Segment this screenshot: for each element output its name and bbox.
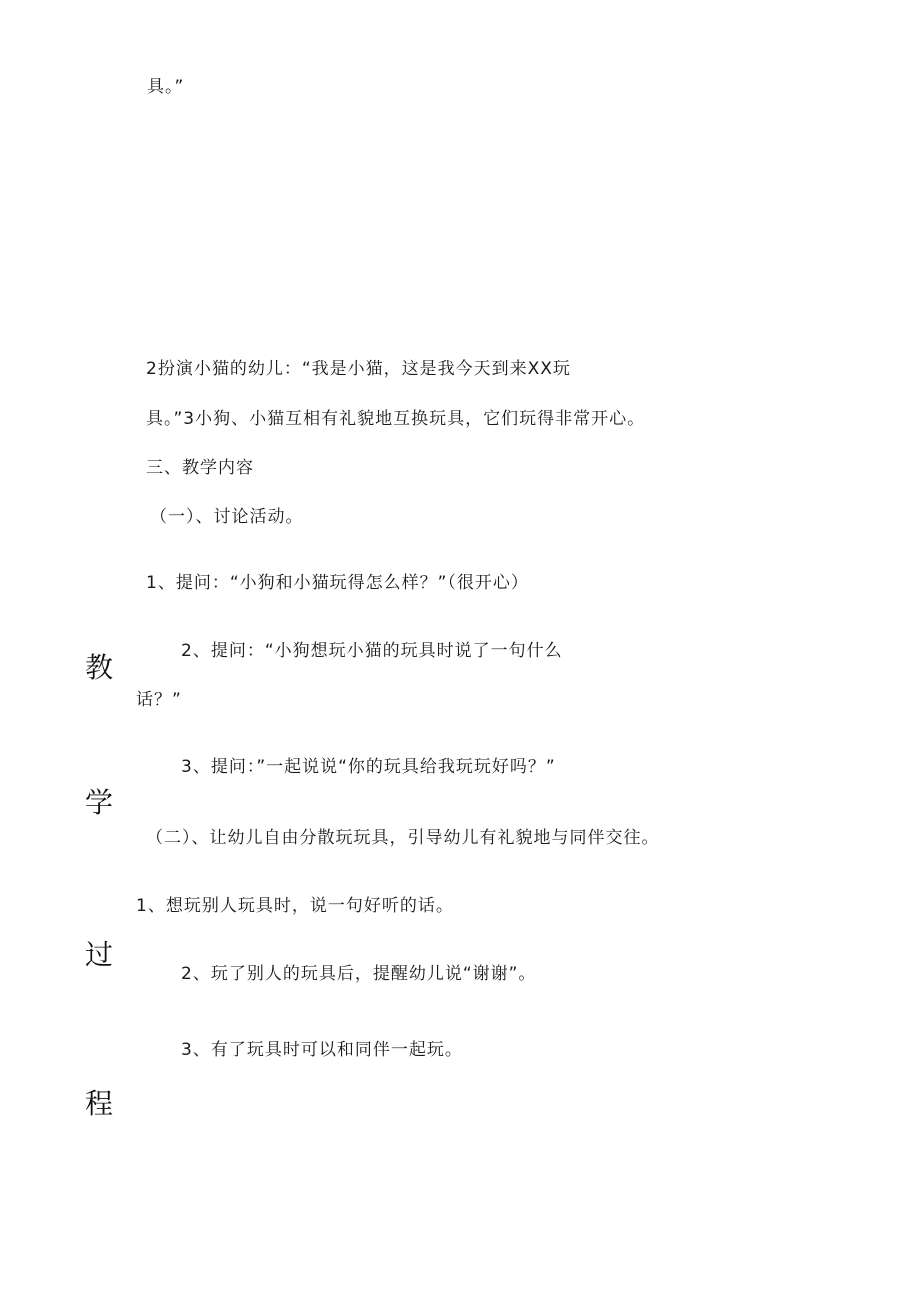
side-label-char-4: 程	[85, 1087, 114, 1120]
question-2-continued: 话？”	[136, 690, 182, 710]
subsection-heading-2: （二）、让幼儿自由分散玩玩具，引导幼儿有礼貌地与同伴交往。	[146, 828, 660, 848]
side-label-char-1: 教	[85, 651, 114, 684]
text-line-2: 2扮演小猫的幼儿：“我是小猫，这是我今天到来XX玩	[146, 359, 571, 379]
activity-item-2: 2、玩了别人的玩具后，提醒幼儿说“谢谢”。	[181, 964, 537, 984]
activity-item-3: 3、有了玩具时可以和同伴一起玩。	[181, 1040, 463, 1060]
activity-item-1: 1、想玩别人玩具时，说一句好听的话。	[136, 896, 454, 916]
subsection-heading-1: （一）、讨论活动。	[150, 507, 304, 527]
section-heading: 三、教学内容	[146, 458, 254, 478]
side-label-char-3: 过	[85, 938, 114, 971]
question-1: 1、提问：“小狗和小猫玩得怎么样？”（很开心）	[146, 573, 529, 593]
text-line-3: 具。”3小狗、小猫互相有礼貌地互换玩具，它们玩得非常开心。	[146, 409, 646, 429]
text-line-1: 具。”	[147, 77, 185, 97]
question-3: 3、提问：”一起说说“你的玩具给我玩玩好吗？”	[181, 757, 556, 777]
question-2: 2、提问：“小狗想玩小猫的玩具时说了一句什么	[181, 641, 563, 661]
side-label-char-2: 学	[85, 786, 114, 819]
